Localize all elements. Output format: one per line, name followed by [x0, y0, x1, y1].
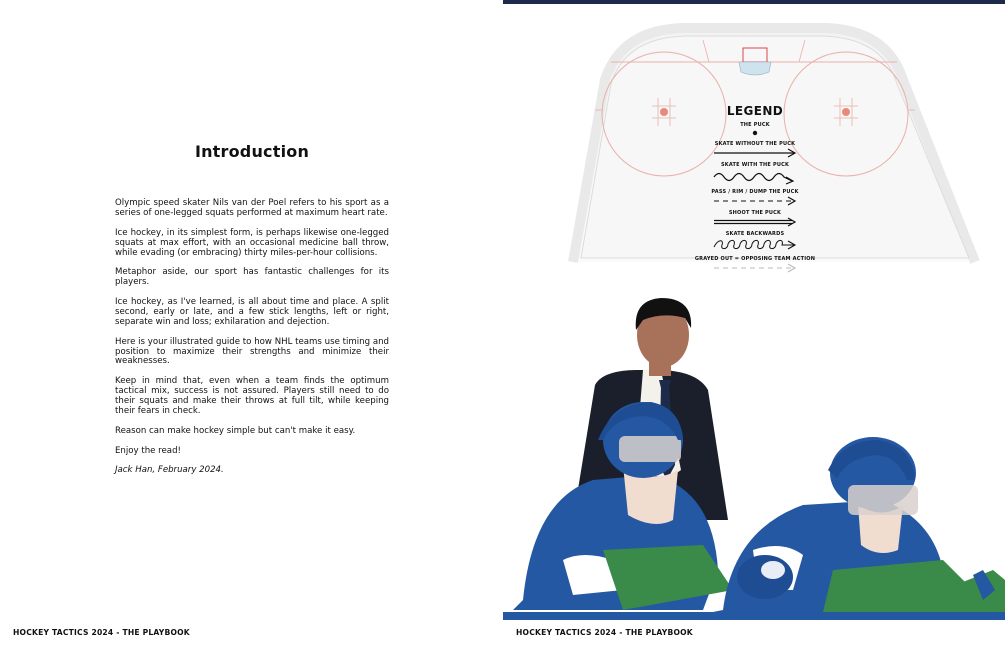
- footer-left: HOCKEY TACTICS 2024 - THE PLAYBOOK: [13, 628, 190, 637]
- puck-dot-icon: [715, 129, 795, 137]
- intro-paragraph: Metaphor aside, our sport has fantastic challenges for its players.: [115, 267, 389, 288]
- legend-label-shoot: SHOOT THE PUCK: [728, 210, 782, 216]
- intro-paragraph: Reason can make hockey simple but can't make it easy.: [115, 425, 356, 436]
- intro-paragraph: Enjoy the read!: [115, 445, 181, 456]
- legend-label-pass: PASS / RIM / DUMP THE PUCK: [711, 189, 799, 195]
- legend-title: LEGEND: [726, 104, 784, 118]
- intro-paragraph: Ice hockey, in its simplest form, is perhaps likewise one-legged squats at max effort, with an occasional medicine ball throw, while evading (or embracing) thirty miles-per-hour collisions.: [115, 227, 389, 258]
- board-strip: [503, 612, 1005, 620]
- intro-paragraph: Here is your illustrated guide to how NHL teams use timing and position to maximize their strengths and minimize their weaknesses.: [115, 336, 389, 367]
- legend-label-skate-puck: SKATE WITH THE PUCK: [720, 162, 790, 168]
- goal-crease: [739, 62, 771, 75]
- coach-and-players-illustration: [503, 290, 1005, 626]
- solid-arrow-icon: [710, 148, 800, 158]
- intro-paragraph: Keep in mind that, even when a team finds the optimum tactical mix, success is not assured. Players still need to do their squats and make their throws at full tilt, while keeping their fears in check.: [115, 376, 389, 416]
- intro-paragraph: Ice hockey, as I've learned, is all about time and place. A split second, early or late, and a few stick lengths, left or right, separate win and loss; exhilaration and dejection.: [115, 297, 389, 327]
- loop-arrow-icon: [710, 238, 800, 252]
- double-line-arrow-icon: [710, 217, 800, 227]
- dashed-arrow-icon: [710, 196, 800, 206]
- right-page: [503, 0, 1005, 647]
- page-title: Introduction: [194, 142, 310, 161]
- right-player-figure: [713, 437, 973, 612]
- legend-label-puck: THE PUCK: [740, 122, 770, 128]
- legend: [690, 104, 820, 277]
- legend-label-opposing: GRAYED OUT = OPPOSING TEAM ACTION: [694, 256, 816, 262]
- gray-dashed-arrow-icon: [710, 263, 800, 273]
- legend-label-backwards: SKATE BACKWARDS: [725, 231, 785, 237]
- footer-right: HOCKEY TACTICS 2024 - THE PLAYBOOK: [516, 628, 693, 637]
- wavy-arrow-icon: [710, 169, 800, 185]
- signature: Jack Han, February 2024.: [115, 465, 224, 476]
- legend-label-skate: SKATE WITHOUT THE PUCK: [714, 141, 796, 147]
- intro-paragraph: Olympic speed skater Nils van der Poel refers to his sport as a series of one-legged squats performed at maximum heart rate.: [115, 198, 389, 218]
- intro-body: [115, 199, 389, 486]
